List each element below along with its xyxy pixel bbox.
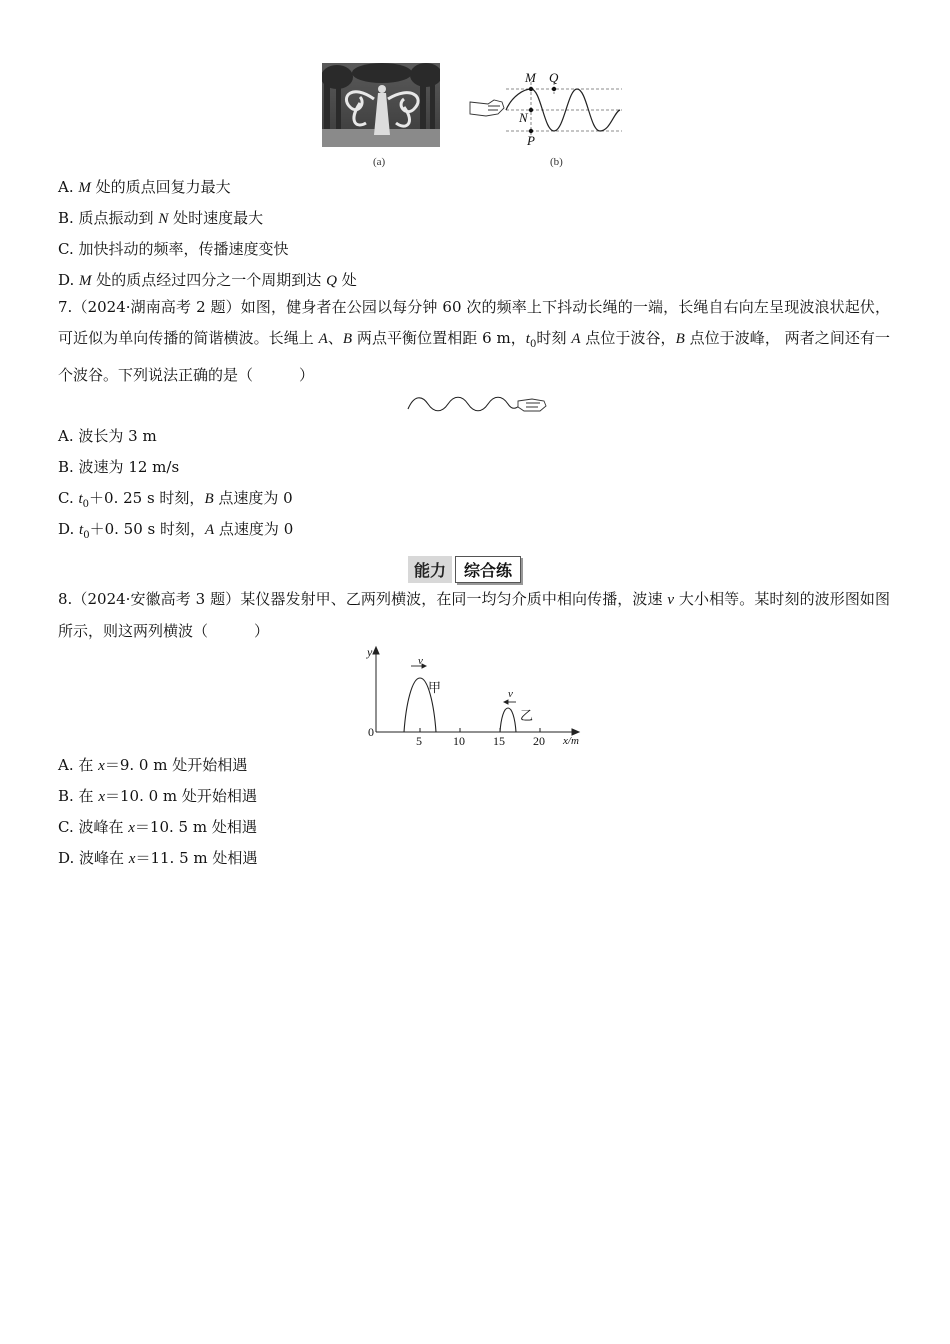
chart-tick-20: 20 bbox=[533, 734, 545, 748]
chart-tick-15: 15 bbox=[493, 734, 505, 748]
figure-a-photo bbox=[322, 63, 440, 147]
chart-v-label-jia: v bbox=[418, 655, 423, 667]
q6-option-c[interactable]: C. 加快抖动的频率，传播速度变快 bbox=[58, 240, 289, 258]
q7-hand-icon bbox=[518, 399, 546, 411]
q8-source: （2024·安徽高考 3 题） bbox=[72, 590, 241, 608]
q8-wave-figure bbox=[360, 644, 590, 752]
q8-option-c[interactable]: C. 波峰在 x＝10. 5 m 处相遇 bbox=[58, 818, 257, 836]
chart-y-label: y bbox=[367, 645, 373, 659]
banner-right: 综合练 bbox=[455, 556, 521, 583]
label-M: M bbox=[525, 70, 536, 85]
q6-option-d[interactable]: D. M 处的质点经过四分之一个周期到达 Q 处 bbox=[58, 271, 357, 289]
label-N: N bbox=[519, 110, 528, 125]
q7-rope-figure bbox=[404, 391, 548, 417]
q6-option-a[interactable]: A. M 处的质点回复力最大 bbox=[58, 178, 231, 196]
chart-tick-10: 10 bbox=[453, 734, 465, 748]
label-P: P bbox=[527, 133, 535, 148]
label-Q: Q bbox=[549, 70, 559, 85]
chart-v-label-yi: v bbox=[508, 688, 513, 700]
figure-b-caption: (b) bbox=[550, 156, 563, 168]
banner-left: 能力 bbox=[408, 556, 452, 583]
q7-option-c[interactable]: C. $t_0+0$. 25 s 时刻，B 点速度为 0 bbox=[58, 489, 293, 510]
q8-number: 8. bbox=[58, 590, 73, 608]
q8-option-a[interactable]: A. 在 x＝9. 0 m 处开始相遇 bbox=[58, 756, 248, 774]
q7-source: （2024·湖南高考 2 题） bbox=[72, 298, 241, 316]
q8-option-d[interactable]: D. 波峰在 x＝11. 5 m 处相遇 bbox=[58, 849, 258, 867]
q7-stem: 7.（2024·湖南高考 2 题）如图，健身者在公园以每分钟 60 次的频率上下抖动长绳的一端，长绳自右向左呈现波浪状起伏，可近似为单向传播的简谐横波。长绳上 A、B 两点平衡位置相距 6 m，$t_0$时刻 A 点位于波谷，B 点位于波峰， 两者之间还有一个波谷。下列说法正确的是（ ） bbox=[58, 298, 890, 384]
q6-option-b[interactable]: B. 质点振动到 N 处时速度最大 bbox=[58, 209, 264, 227]
q7-number: 7. bbox=[58, 298, 73, 316]
arrow-yi-icon bbox=[504, 700, 516, 704]
figure-a-caption: (a) bbox=[373, 156, 386, 168]
figure-b-wave bbox=[468, 68, 628, 150]
chart-origin: 0 bbox=[368, 725, 374, 739]
q8-stem: 8.（2024·安徽高考 3 题）某仪器发射甲、乙两列横波，在同一均匀介质中相向传播，波速 v 大小相等。某时刻的波形图如图所示，则这两列横波（ ） bbox=[58, 590, 890, 640]
q7-option-b[interactable]: B. 波速为 12 m/s bbox=[58, 458, 180, 476]
wave-yi-label: 乙 bbox=[520, 709, 534, 724]
q7-option-d[interactable]: D. $t_0+0$. 50 s 时刻，A 点速度为 0 bbox=[58, 520, 294, 541]
chart-tick-5: 5 bbox=[416, 734, 422, 748]
wave-jia-label: 甲 bbox=[428, 681, 442, 696]
wave-yi bbox=[500, 708, 516, 732]
q8-option-b[interactable]: B. 在 x＝10. 0 m 处开始相遇 bbox=[58, 787, 257, 805]
q7-option-a[interactable]: A. 波长为 3 m bbox=[58, 427, 157, 445]
section-banner bbox=[408, 555, 521, 583]
hand-icon bbox=[470, 100, 504, 116]
q7-rope-wave bbox=[408, 397, 520, 411]
chart-x-label: x/m bbox=[563, 735, 579, 747]
